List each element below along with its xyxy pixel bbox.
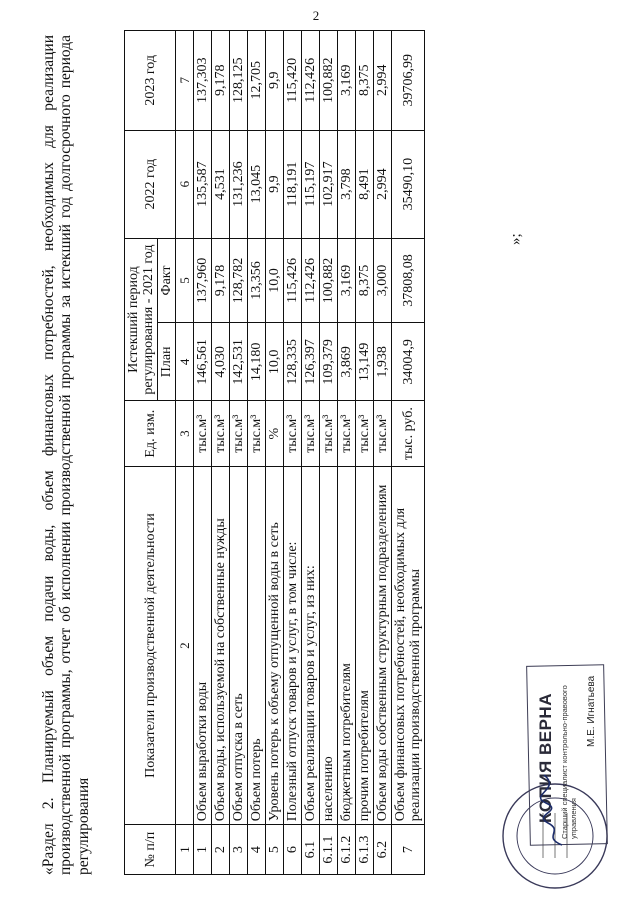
- row-name: населению: [320, 466, 338, 824]
- row-plan: 13,149: [356, 323, 374, 401]
- row-num: 6.1.3: [356, 825, 374, 875]
- section-intro: «Раздел 2. Планируемый объем подачи воды, объем финансовых потребностей, необходимых для реализации производственной программы, отчет об исполнении производственной программы за истекший год долгосрочного периода регулирования: [39, 35, 92, 875]
- row-name: Объем потерь: [248, 466, 266, 824]
- row-2023: 137,303: [194, 31, 212, 131]
- production-program-table: [124, 30, 425, 875]
- row-unit: тыс.м³: [356, 401, 374, 466]
- page-number: 2: [312, 8, 320, 23]
- row-plan: 1,938: [374, 323, 392, 401]
- row-unit: тыс.м³: [374, 401, 392, 466]
- table-row: [356, 31, 374, 875]
- row-unit: тыс.м³: [212, 401, 230, 466]
- row-fact: 128,782: [230, 238, 248, 323]
- header-past-period: Истекший период регулирования - 2021 год: [125, 238, 158, 401]
- row-name: Уровень потерь к объему отпущенной воды в сеть: [266, 466, 284, 824]
- table-row: [392, 31, 425, 875]
- row-2022: 4,531: [212, 130, 230, 238]
- row-fact: 100,882: [320, 238, 338, 323]
- row-num: 6: [284, 825, 302, 875]
- row-fact: 3,000: [374, 238, 392, 323]
- row-2023: 128,125: [230, 31, 248, 131]
- column-number: 6: [176, 130, 194, 238]
- row-2022: 115,197: [302, 130, 320, 238]
- table-row: [338, 31, 356, 875]
- row-unit: тыс.м³: [230, 401, 248, 466]
- row-2023: 115,420: [284, 31, 302, 131]
- row-2022: 9,9: [266, 130, 284, 238]
- row-name: бюджетным потребителям: [338, 466, 356, 824]
- row-num: 6.1.1: [320, 825, 338, 875]
- row-fact: 3,169: [338, 238, 356, 323]
- row-plan: 142,531: [230, 323, 248, 401]
- signature-icon: [534, 769, 574, 849]
- row-num: 6.1.2: [338, 825, 356, 875]
- row-plan: 126,397: [302, 323, 320, 401]
- table-row: [194, 31, 212, 875]
- header-plan: План: [158, 323, 176, 401]
- row-plan: 34004,9: [392, 323, 425, 401]
- column-number: 5: [176, 238, 194, 323]
- header-num: № п/п: [125, 825, 176, 875]
- row-plan: 109,379: [320, 323, 338, 401]
- column-number: 3: [176, 401, 194, 466]
- table-row: [266, 31, 284, 875]
- stamp-position: Старший специалист контрольно-правового управления: [560, 685, 578, 839]
- row-2023: 2,994: [374, 31, 392, 131]
- row-fact: 37808,08: [392, 238, 425, 323]
- column-number: 2: [176, 466, 194, 824]
- row-2022: 35490,10: [392, 130, 425, 238]
- row-unit: тыс.м³: [248, 401, 266, 466]
- table-header-row: [125, 31, 158, 875]
- row-2023: 9,178: [212, 31, 230, 131]
- closing-quote: »;: [508, 233, 524, 245]
- row-2022: 135,587: [194, 130, 212, 238]
- row-name: прочим потребителям: [356, 466, 374, 824]
- table-row: [248, 31, 266, 875]
- row-num: 4: [248, 825, 266, 875]
- row-2023: 112,426: [302, 31, 320, 131]
- row-2023: 8,375: [356, 31, 374, 131]
- row-plan: 146,561: [194, 323, 212, 401]
- column-number: 7: [176, 31, 194, 131]
- header-indicator: Показатели производственной деятельности: [125, 466, 176, 824]
- row-plan: 4,030: [212, 323, 230, 401]
- row-name: Объем воды собственным структурным подразделениям: [374, 466, 392, 824]
- row-2023: 12,705: [248, 31, 266, 131]
- row-unit: %: [266, 401, 284, 466]
- column-number: 1: [176, 825, 194, 875]
- row-unit: тыс.м³: [302, 401, 320, 466]
- row-num: 2: [212, 825, 230, 875]
- row-fact: 13,356: [248, 238, 266, 323]
- row-name: Объем реализации товаров и услуг, из них:: [302, 466, 320, 824]
- row-plan: 128,335: [284, 323, 302, 401]
- row-fact: 9,178: [212, 238, 230, 323]
- row-name: Полезный отпуск товаров и услуг, в том числе:: [284, 466, 302, 824]
- header-2022: 2022 год: [125, 130, 176, 238]
- row-2023: 3,169: [338, 31, 356, 131]
- stamp-name: М.Е. Игнатьева: [586, 675, 597, 747]
- row-2023: 9,9: [266, 31, 284, 131]
- row-plan: 3,869: [338, 323, 356, 401]
- row-2022: 8,491: [356, 130, 374, 238]
- row-2022: 102,917: [320, 130, 338, 238]
- row-num: 6.2: [374, 825, 392, 875]
- row-fact: 137,960: [194, 238, 212, 323]
- table-row: [284, 31, 302, 875]
- table-row: [374, 31, 392, 875]
- row-2022: 13,045: [248, 130, 266, 238]
- row-fact: 112,426: [302, 238, 320, 323]
- row-unit: тыс. руб.: [392, 401, 425, 466]
- row-name: Объем отпуска в сеть: [230, 466, 248, 824]
- row-unit: тыс.м³: [194, 401, 212, 466]
- row-num: 1: [194, 825, 212, 875]
- row-plan: 10,0: [266, 323, 284, 401]
- row-fact: 10,0: [266, 238, 284, 323]
- row-fact: 115,426: [284, 238, 302, 323]
- rotated-page-content: [20, 20, 615, 885]
- row-2022: 3,798: [338, 130, 356, 238]
- row-unit: тыс.м³: [284, 401, 302, 466]
- row-num: 3: [230, 825, 248, 875]
- row-unit: тыс.м³: [320, 401, 338, 466]
- row-fact: 8,375: [356, 238, 374, 323]
- row-2022: 131,236: [230, 130, 248, 238]
- column-number: 4: [176, 323, 194, 401]
- row-num: 7: [392, 825, 425, 875]
- row-name: Объем воды, используемой на собственные нужды: [212, 466, 230, 824]
- stamp-title: КОПИЯ ВЕРНА: [536, 693, 555, 823]
- table-row: [212, 31, 230, 875]
- row-num: 6.1: [302, 825, 320, 875]
- row-2022: 118,191: [284, 130, 302, 238]
- table-row: [320, 31, 338, 875]
- header-unit: Ед. изм.: [125, 401, 176, 466]
- column-number-row: [176, 31, 194, 875]
- table-row: [302, 31, 320, 875]
- header-2023: 2023 год: [125, 31, 176, 131]
- header-fact: Факт: [158, 238, 176, 323]
- row-unit: тыс.м³: [338, 401, 356, 466]
- row-plan: 14,180: [248, 323, 266, 401]
- row-2022: 2,994: [374, 130, 392, 238]
- row-name: Объем финансовых потребностей, необходимых для реализации производственной программы: [392, 466, 425, 824]
- row-num: 5: [266, 825, 284, 875]
- table-row: [230, 31, 248, 875]
- row-name: Объем выработки воды: [194, 466, 212, 824]
- row-2023: 100,882: [320, 31, 338, 131]
- row-2023: 39706,99: [392, 31, 425, 131]
